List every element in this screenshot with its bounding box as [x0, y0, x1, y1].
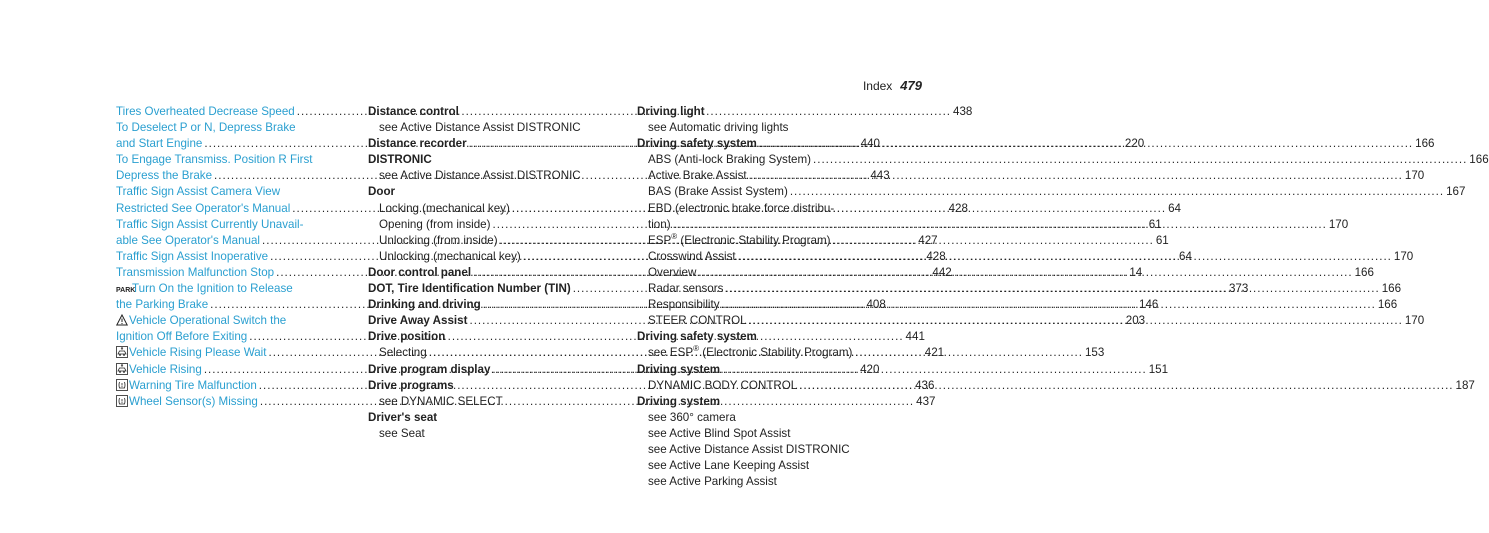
index-see-ref: see Seat [379, 426, 425, 440]
index-heading: Distance control [368, 105, 459, 118]
index-heading: Driving system [637, 362, 721, 376]
index-entry: Drinking and driving ..... 146 [368, 297, 618, 313]
warning-triangle-icon [116, 314, 128, 326]
index-see-ref: see Active Distance Assist DISTRONIC [648, 442, 850, 456]
index-subentry: Overview ..... 166 [637, 265, 879, 281]
header-label: Index [862, 79, 893, 93]
index-entry[interactable]: Warning Tire Malfunction ..... 436 [116, 378, 349, 394]
index-entry[interactable]: and Start Engine ..... 440 [116, 136, 349, 152]
index-subentry: DYNAMIC BODY CONTROL ..... 187 [637, 378, 879, 394]
index-heading: Driving safety system [637, 330, 757, 344]
index-see-ref: see ESP® (Electronic Stability Program) [648, 344, 853, 360]
index-see-ref: see Active Blind Spot Assist [648, 426, 791, 440]
index-see-ref: see Active Lane Keeping Assist [648, 459, 810, 473]
index-entry[interactable]: Wheel Sensor(s) Missing ..... 437 [116, 394, 349, 410]
index-entry[interactable]: Tires Overheated Decrease Speed ..... 438 [116, 104, 349, 120]
index-entry: Driving safety system ..... 166 [637, 136, 879, 152]
index-heading: Driver's seat [368, 410, 438, 424]
tire-pressure-icon [116, 395, 128, 407]
index-subentry-line: ESP® (Electronic Stability Program) [648, 231, 831, 247]
index-entry-line[interactable]: PARK Turn On the Ignition to Release [116, 282, 293, 296]
index-see-ref: see Active Parking Assist [648, 475, 777, 489]
index-subentry: BAS (Brake Assist System) ..... 167 [637, 184, 879, 200]
index-subentry: Unlocking (from inside) ..... 61 [368, 233, 618, 249]
index-subentry: ABS (Anti-lock Braking System) ..... 166 [637, 152, 879, 168]
vehicle-rising-icon [116, 346, 128, 358]
index-see-ref: see 360° camera [648, 410, 736, 424]
index-entry-line[interactable]: Vehicle Operational Switch the [116, 313, 349, 329]
index-entry-line[interactable]: Traffic Sign Assist Camera View [116, 185, 281, 199]
index-see-ref: see Active Distance Assist DISTRONIC [379, 121, 581, 135]
index-subentry: STEER CONTROL ..... 170 [637, 313, 879, 329]
index-entry: Drive Away Assist ..... 203 [368, 313, 618, 329]
svg-text:PARK: PARK [116, 287, 136, 295]
index-heading: Drive programs [368, 378, 454, 392]
index-see-ref: see Active Distance Assist DISTRONIC [379, 169, 581, 183]
index-heading: Drive position [368, 330, 446, 344]
index-heading: Driving system [637, 394, 721, 408]
index-subentry: Opening (from inside) ..... 61 [368, 217, 618, 233]
index-subentry: Locking (mechanical key) ..... 64 [368, 201, 618, 217]
index-entry[interactable]: Restricted See Operator's Manual ..... 428 [116, 201, 349, 217]
index-entry: Drive program display ..... 151 [368, 362, 618, 378]
index-see-ref: see DYNAMIC SELECT [379, 394, 503, 408]
index-subentry: Selecting ..... 153 [368, 345, 618, 361]
page-header [863, 78, 922, 93]
index-entry[interactable]: Transmission Malfunction Stop ..... 442 [116, 265, 349, 281]
index-entry: Distance recorder ..... 220 [368, 136, 618, 152]
index-entry[interactable]: Ignition Off Before Exiting ..... 441 [116, 329, 349, 345]
index-subentry: Responsibility ..... 166 [637, 297, 879, 313]
park-icon [116, 282, 136, 295]
index-entry[interactable]: Vehicle Rising ..... 420 [116, 362, 349, 378]
index-entry: Door control panel ..... 14 [368, 265, 618, 281]
index-entry-line[interactable]: To Deselect P or N, Depress Brake [116, 121, 296, 135]
index-entry[interactable]: able See Operator's Manual ..... 427 [116, 233, 349, 249]
page-number: 479 [900, 78, 922, 93]
index-entry[interactable]: Depress the Brake ..... 443 [116, 168, 349, 184]
index-subentry: Crosswind Assist ..... 170 [637, 249, 879, 265]
index-entry: DOT, Tire Identification Number (TIN) ..... 373 [368, 281, 618, 297]
index-entry-line[interactable]: Traffic Sign Assist Currently Unavail- [116, 217, 304, 231]
vehicle-rising-icon [116, 363, 128, 375]
index-entry[interactable]: Traffic Sign Assist Inoperative ..... 428 [116, 249, 349, 265]
index-subentry: Active Brake Assist ..... 170 [637, 168, 879, 184]
index-entry[interactable]: the Parking Brake ..... 408 [116, 297, 349, 313]
index-heading: DISTRONIC [368, 153, 432, 167]
index-see-ref: see Automatic driving lights [648, 121, 789, 135]
index-subentry: Unlocking (mechanical key) ..... 64 [368, 249, 618, 265]
index-heading: Driving light [637, 105, 705, 118]
index-entry-line[interactable]: To Engage Transmiss. Position R First [116, 153, 313, 167]
index-subentry: tion) ..... 170 [637, 217, 879, 233]
index-entry[interactable]: Vehicle Rising Please Wait ..... 421 [116, 345, 349, 361]
index-subentry-line: EBD (electronic brake force distribu- [648, 201, 835, 215]
index-heading: Door [368, 185, 396, 199]
index-subentry: Radar sensors ..... 166 [637, 281, 879, 297]
tire-pressure-icon [116, 379, 128, 391]
